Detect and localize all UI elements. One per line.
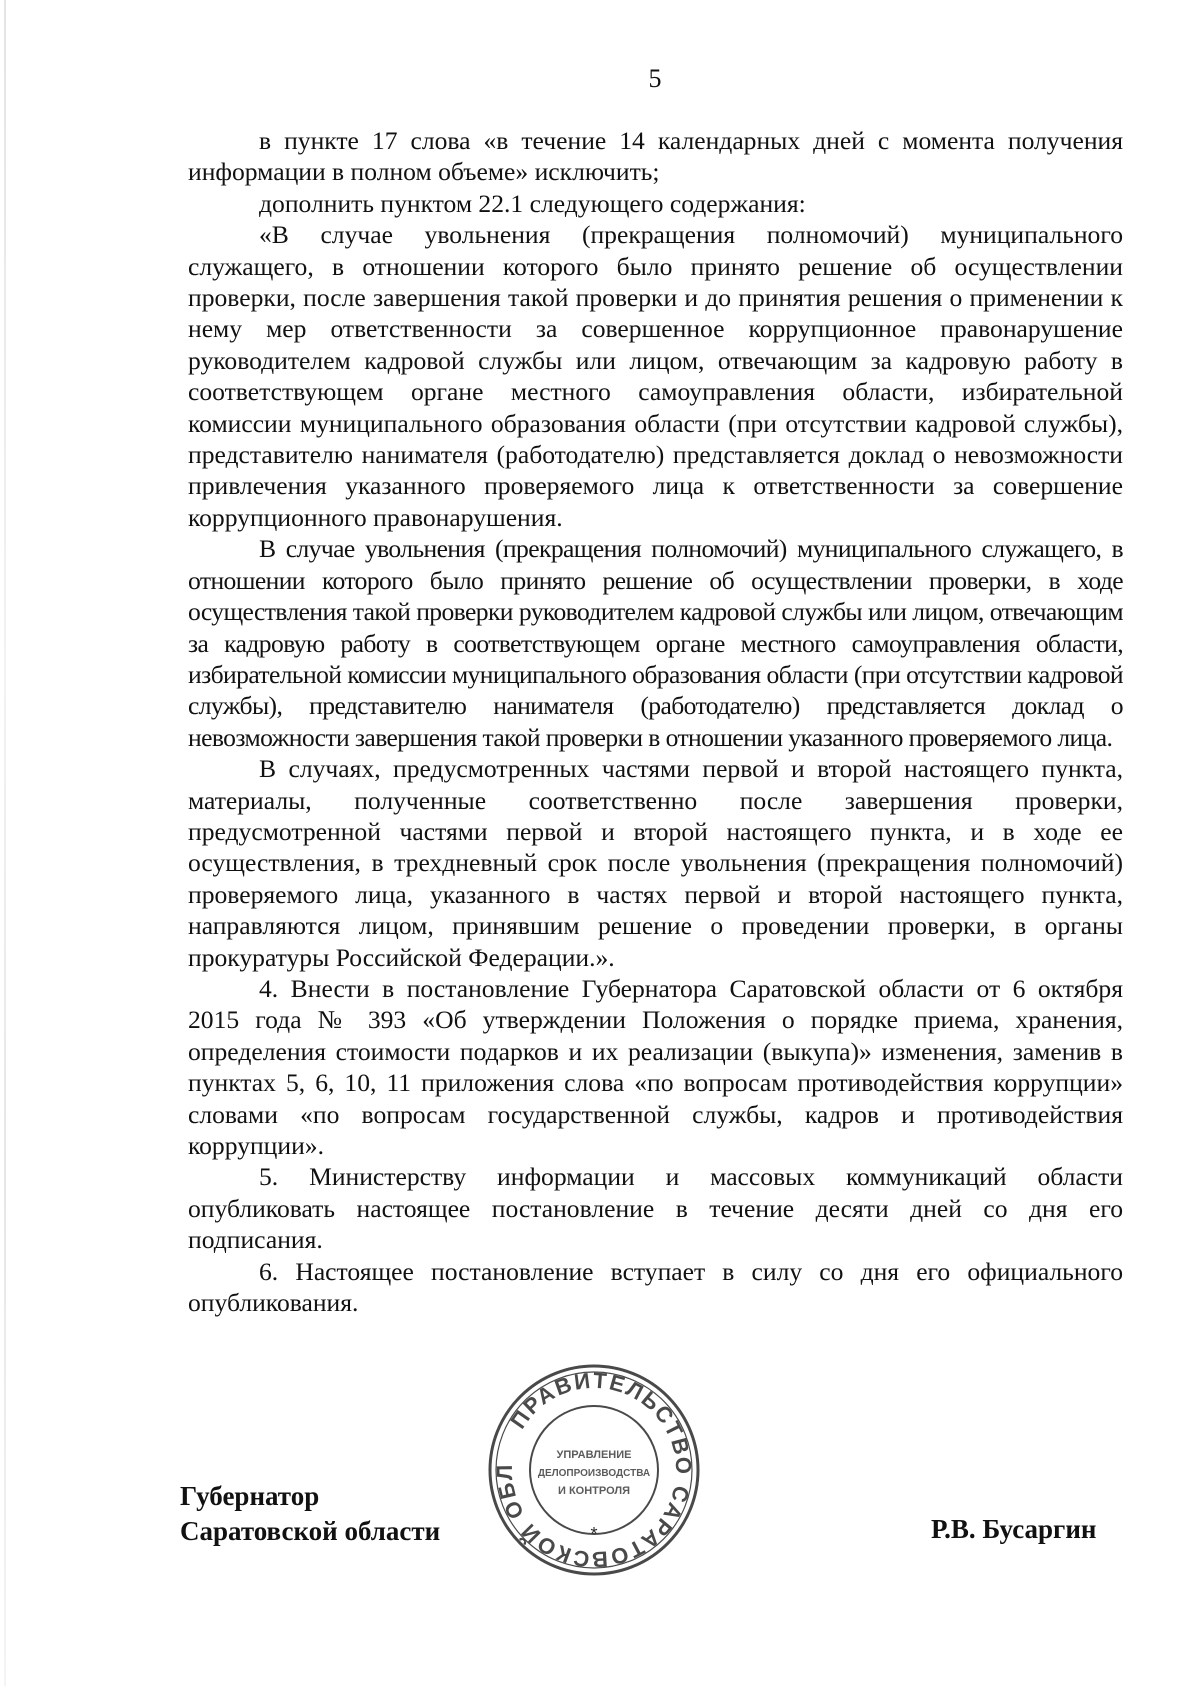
stamp-star: * <box>590 1524 598 1544</box>
paragraph-add-22-1: дополнить пунктом 22.1 следующего содержания: <box>259 188 806 218</box>
signature-position-line1: Губернатор <box>180 1481 320 1511</box>
signature-position <box>180 1479 440 1549</box>
paragraph-quote-part-1: «В случае увольнения (прекращения полномочий) муниципального служащего, в отношении которого было принято решение об осуществлении проверки, после завершения такой проверки и до принятия решения о применении к нему мер ответственности за совершенное коррупционное правонарушение руководителем кадровой службы или лицом, отвечающим за кадровую работу в соответствующем органе местного самоуправления области, избирательной комиссии муниципального образования области (при отсутствии кадровой службы), представителю нанимателя (работодателю) представляется доклад о невозможности привлечения указанного проверяемого лица к ответственности за совершение коррупционного правонарушения. <box>188 220 1123 532</box>
official-stamp <box>484 1360 704 1580</box>
paragraph-item-6: 6. Настоящее постановление вступает в силу со дня его официального опубликования. <box>188 1256 1123 1318</box>
paragraph-quote-part-3: В случаях, предусмотренных частями первой и второй настоящего пункта, материалы, полученные соответственно после завершения проверки, предусмотренной частями первой и второй настоящего пункта, и в ходе ее осуществления, в трехдневный срок после увольнения (прекращения полномочий) проверяемого лица, указанного в частях первой и второй настоящего пункта, направляются лицом, принявшим решение о проведении проверки, в органы прокуратуры Российской Федерации.». <box>188 754 1123 972</box>
signature-name: Р.В. Бусаргин <box>931 1514 1097 1544</box>
signature-position-line2: Саратовской области <box>180 1516 441 1546</box>
stamp-seal-icon <box>484 1360 704 1580</box>
paragraph-quote-part-2: В случае увольнения (прекращения полномочий) муниципального служащего, в отношении которого было принято решение об осуществлении проверки, в ходе осуществления такой проверки руководителем кадровой службы или лицом, отвечающим за кадровую работу в соответствующем органе местного самоуправления области, избирательной комиссии муниципального образования области (при отсутствии кадровой службы), представителю нанимателя (работодателю) представляется доклад о невозможности завершения такой проверки в отношении указанного проверяемого лица. <box>188 534 1123 752</box>
scan-edge <box>4 0 6 1686</box>
stamp-inner-line3: И КОНТРОЛЯ <box>558 1485 630 1497</box>
stamp-inner-line1: УПРАВЛЕНИЕ <box>556 1449 632 1461</box>
paragraph-item-4: 4. Внести в постановление Губернатора Саратовской области от 6 октября 2015 года № 393 «Об утверждении Положения о порядке приема, хранения, определения стоимости подарков и их реализации (выкупа)» изменения, заменив в пунктах 5, 6, 10, 11 приложения слова «по вопросам противодействия коррупции» словами «по вопросам государственной службы, кадров и противодействия коррупции». <box>188 973 1123 1160</box>
stamp-inner-line2: ДЕЛОПРОИЗВОДСТВА <box>537 1468 651 1479</box>
document-body <box>188 125 1123 1318</box>
stamp-outer-text: ПРАВИТЕЛЬСТВО САРАТОВСКОЙ ОБЛ <box>491 1367 697 1573</box>
paragraph-item-5: 5. Министерству информации и массовых коммуникаций области опубликовать настоящее постановление в течение десяти дней со дня его подписания. <box>188 1162 1123 1255</box>
paragraph-item-17: в пункте 17 слова «в течение 14 календарных дней с момента получения информации в полном объеме» исключить; <box>188 126 1123 187</box>
page-number: 5 <box>648 64 662 93</box>
